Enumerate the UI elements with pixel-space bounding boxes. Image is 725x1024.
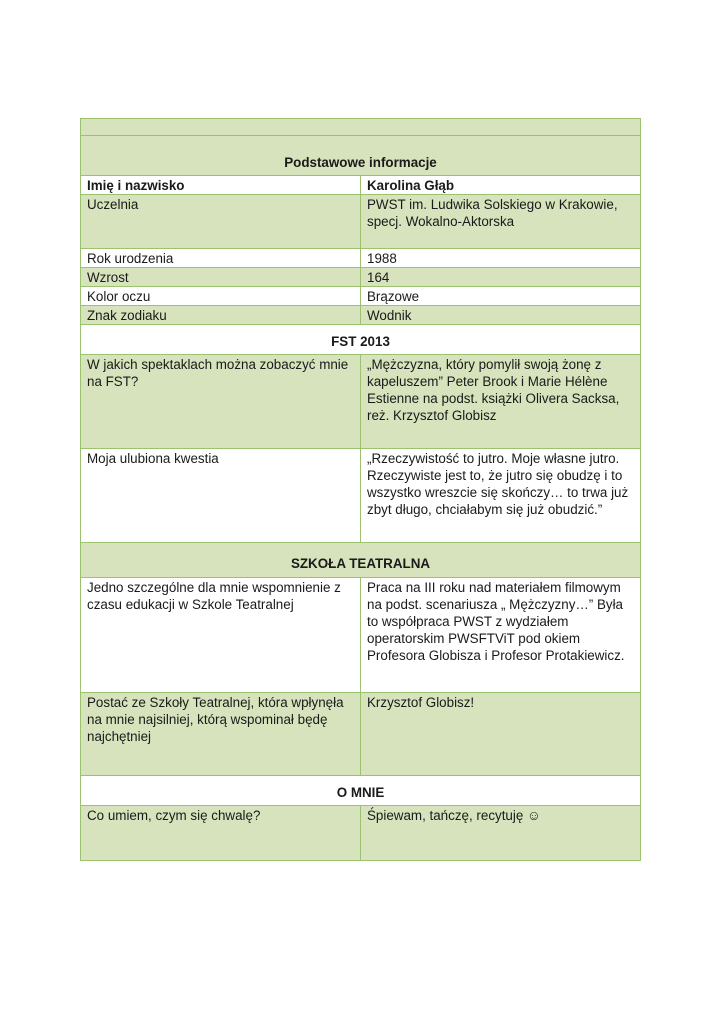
school-value: PWST im. Ludwika Solskiego w Krakowie, specj. Wokalno-Aktorska: [361, 195, 641, 249]
empty-top-row: [81, 119, 641, 136]
eye-color-label: Kolor oczu: [81, 287, 361, 306]
table-row: [81, 287, 641, 306]
section-header-row: [81, 325, 641, 355]
section-heading-fst: FST 2013: [81, 325, 641, 355]
section-header-row: [81, 776, 641, 806]
section-heading-school: SZKOŁA TEATRALNA: [81, 543, 641, 578]
birth-year-label: Rok urodzenia: [81, 249, 361, 268]
shows-value: „Mężczyzna, który pomylił swoją żonę z kapeluszem” Peter Brook i Marie Hélène Estienne na podst. książki Olivera Sacksa, reż. Krzysztof Globisz: [361, 355, 641, 449]
memory-value: Praca na III roku nad materiałem filmowym na podst. scenariusza „ Mężczyzny…” Była to współpraca PWST z wydziałem operatorskim PWSFTViT pod okiem Profesora Globisza i Profesor Protakiewicz.: [361, 578, 641, 693]
table-row: [81, 806, 641, 861]
profile-document: [80, 118, 641, 861]
section-heading-about: O MNIE: [81, 776, 641, 806]
table-row: [81, 195, 641, 249]
section-header-row: [81, 543, 641, 578]
skills-value: Śpiewam, tańczę, recytuję ☺: [361, 806, 641, 861]
zodiac-value: Wodnik: [361, 306, 641, 325]
table-row: [81, 355, 641, 449]
birth-year-value: 1988: [361, 249, 641, 268]
name-value: Karolina Głąb: [361, 176, 641, 195]
quote-value: „Rzeczywistość to jutro. Moje własne jutro. Rzeczywiste jest to, że jutro się obudzę i to wszystko wreszcie się skończy… to trwa już zbyt długo, chciałabym się już obudzić.”: [361, 449, 641, 543]
table-row: [81, 249, 641, 268]
table-row: [81, 693, 641, 776]
name-label: Imię i nazwisko: [81, 176, 361, 195]
quote-label: Moja ulubiona kwestia: [81, 449, 361, 543]
table-row: [81, 176, 641, 195]
table-row: [81, 449, 641, 543]
skills-label: Co umiem, czym się chwalę?: [81, 806, 361, 861]
eye-color-value: Brązowe: [361, 287, 641, 306]
memory-label: Jedno szczególne dla mnie wspomnienie z czasu edukacji w Szkole Teatralnej: [81, 578, 361, 693]
section-header-row: [81, 136, 641, 176]
section-heading-basic: Podstawowe informacje: [81, 136, 641, 176]
school-label: Uczelnia: [81, 195, 361, 249]
shows-label: W jakich spektaklach można zobaczyć mnie na FST?: [81, 355, 361, 449]
zodiac-label: Znak zodiaku: [81, 306, 361, 325]
table-row: [81, 306, 641, 325]
profile-table: [80, 118, 641, 861]
empty-cell: [81, 119, 641, 136]
height-value: 164: [361, 268, 641, 287]
table-row: [81, 268, 641, 287]
person-value: Krzysztof Globisz!: [361, 693, 641, 776]
height-label: Wzrost: [81, 268, 361, 287]
table-row: [81, 578, 641, 693]
person-label: Postać ze Szkoły Teatralnej, która wpłynęła na mnie najsilniej, którą wspominał będę najchętniej: [81, 693, 361, 776]
